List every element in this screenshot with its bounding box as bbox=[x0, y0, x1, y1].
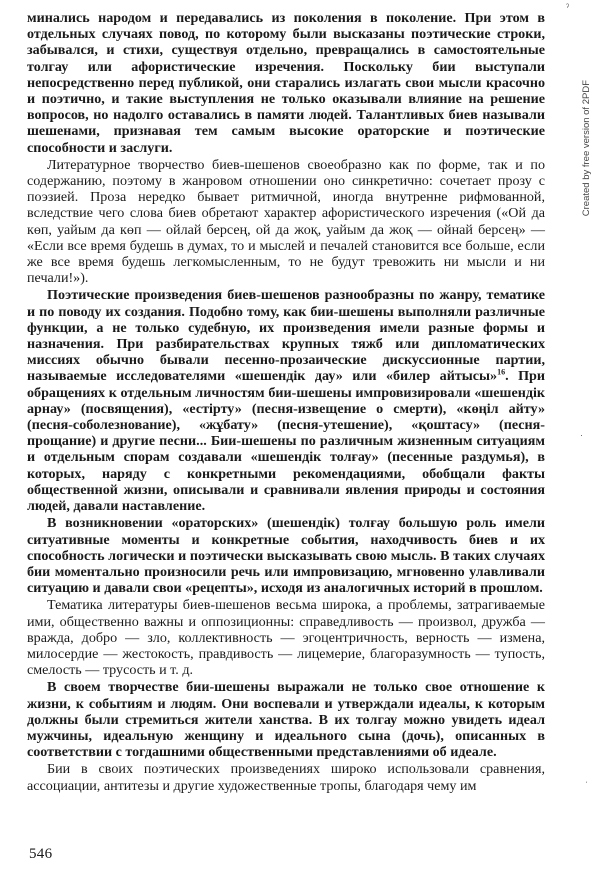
footnote-ref: 16 bbox=[497, 367, 506, 377]
paragraph-1: минались народом и передавались из поколения в поколение. При этом в отдельных случаях повод, по которому были высказаны поэтические строки, забывался, и стихи, существуя отдельно, превращались в самостоятельные толгау или афористические изречения. Поскольку бии выступали непосредственно перед публикой, они старались излагать свои мысли красочно и поэтично, и такие выступления не только оказывали влияние на решение вопросов, но надолго оставались в памяти людей. Талантливых биев называли шешенами, признавая тем самым высокие ораторские и поэтические способности и заслуги. bbox=[27, 10, 545, 156]
watermark-text: Created by free version of 2PDF bbox=[581, 80, 592, 217]
paragraph-3-text-after: . При обращениях к отдельным личностям бии-шешены импровизировали «шешендік арнау» (посвящения), «естірту» (песня-извещение о смерти), «көңіл айту» (песня-соболезнование), «жұбату» (песня-утешение), «қоштасу» (песня-прощание) и другие песни... Бии-шешены по различным жизненным ситуациям и отдельным спорам создавали «шешендік толғау» (песенные раздумья), в которых, наряду с конкретными рекомендациями, обобщали факты общественной жизни, описывали и сравнивали явления природы и состояния людей, давали наставление. bbox=[27, 368, 546, 515]
scan-speck: · bbox=[580, 430, 583, 440]
paragraph-3 bbox=[27, 287, 545, 514]
scan-speck: ˀ bbox=[566, 2, 570, 12]
page-body bbox=[27, 10, 545, 794]
paragraph-7: Бии в своих поэтических произведениях широко использовали сравнения, ассоциации, антитезы и другие художественные тропы, благодаря чему им bbox=[27, 761, 545, 794]
scan-speck: ˈ bbox=[585, 780, 588, 790]
paragraph-6: В своем творчестве бии-шешены выражали не только свое отношение к жизни, к событиям и людям. Они воспевали и утверждали идеалы, к которым должны были стремиться жители ханства. В их толгау можно увидеть идеал мужчины, идеальную женщину и идеального сына (дочь), описанных в соответствии с тогдашними общественными представлениями об идеале. bbox=[27, 679, 545, 761]
paragraph-5: Тематика литературы биев-шешенов весьма широка, а проблемы, затрагиваемые ими, общественно важны и оппозиционны: справедливость — произвол, дружба — вражда, добро — зло, коллективность — эгоцентричность, верность — измена, милосердие — жестокость, правдивость — лицемерие, благоразумность — тупость, смелость — трусость и т. д. bbox=[27, 597, 545, 679]
paragraph-4: В возникновении «ораторских» (шешендік) толғау большую роль имели ситуативные моменты и конкретные события, находчивость биев и их способность логически и поэтически высказывать свою мысль. В таких случаях бии моментально произносили речь или импровизацию, мгновенно улавливали ситуацию и давали свои «рецепты», исходя из аналогичных историй в прошлом. bbox=[27, 515, 545, 597]
paragraph-2: Литературное творчество биев-шешенов своеобразно как по форме, так и по содержанию, поэтому в жанровом отношении оно синкретично: сочетает прозу с поэзией. Проза нередко бывает ритмичной, иногда внутренне рифмованной, вследствие чего слова биев обретают характер афористического изречения («Ой да көп, уайым да көп — ойлай берсең, ой да жоқ, уайым да жоқ — ойнай берсең» — «Если все время будешь в думах, то и мыслей и печалей становится все больше, если же все время будешь легкомысленным, то не будут тревожить ни мысли и ни печали!»). bbox=[27, 156, 545, 287]
page-number: 546 bbox=[29, 846, 53, 862]
paragraph-3-text: Поэтические произведения биев-шешенов разнообразны по жанру, тематике и по поводу их создания. Подобно тому, как бии-шешены выполняли различные функции, а не только судебную, их произведения имели разные формы и назначения. При разбирательствах крупных тяжб или дипломатических миссиях обычно бывали песенно-прозаические дискуссионные партии, называемые исследователями «шешендік дау» или «билер айтысы» bbox=[27, 287, 545, 385]
